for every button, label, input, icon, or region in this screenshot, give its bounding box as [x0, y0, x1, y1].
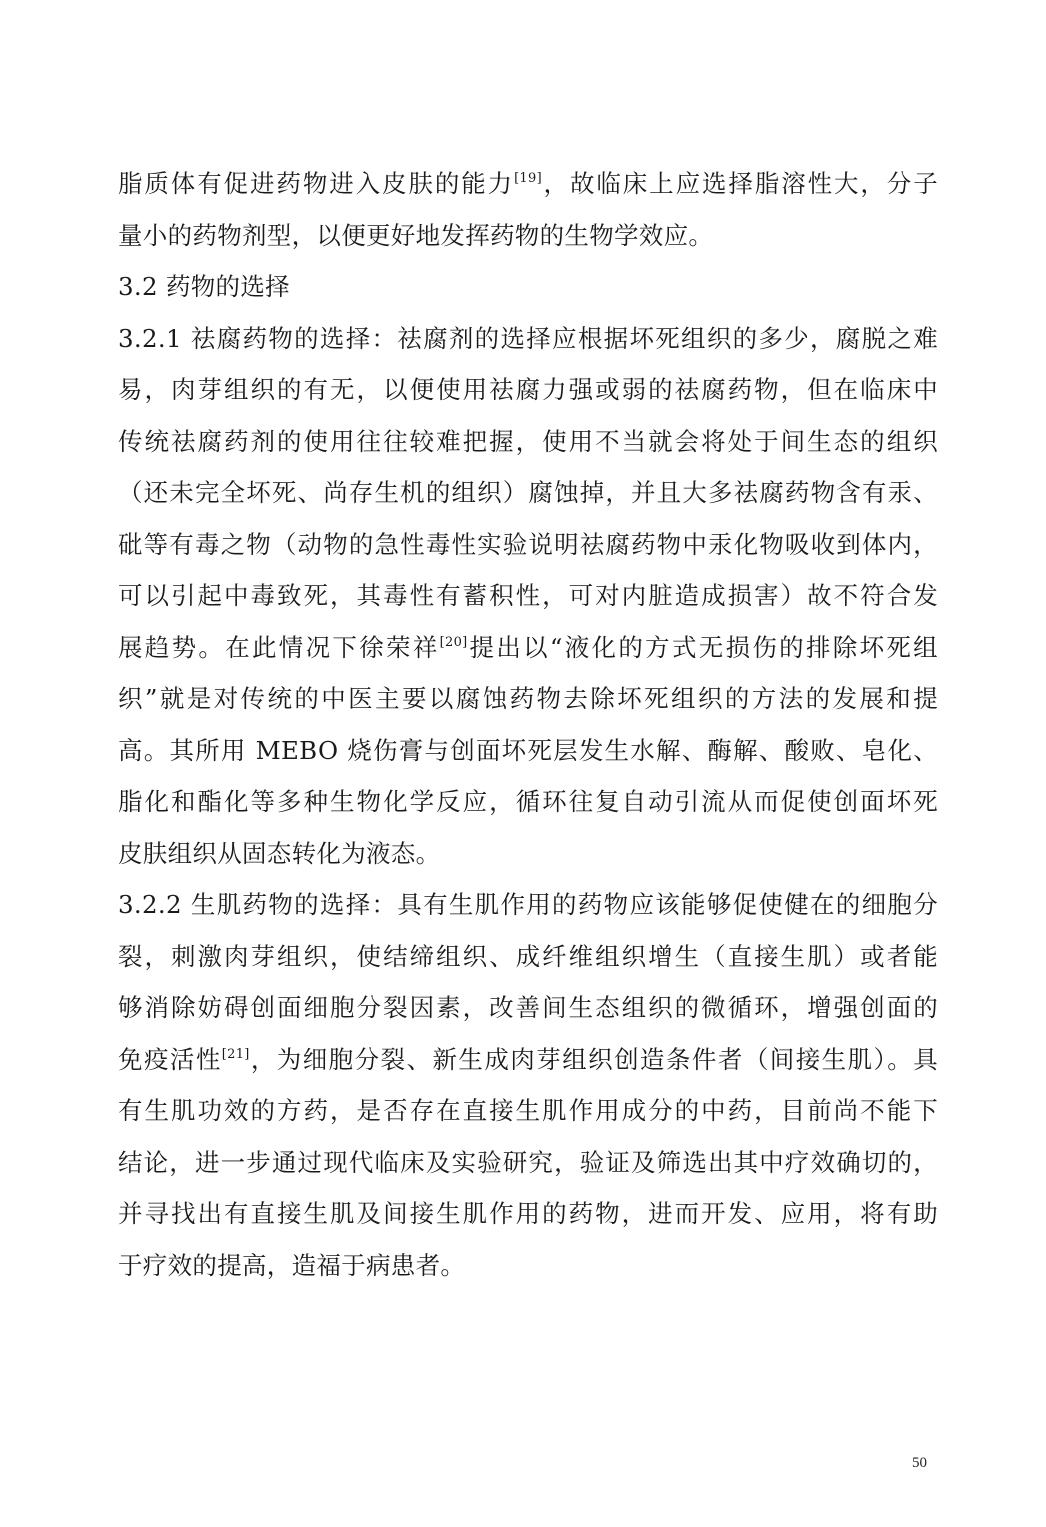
- text-line: 脂质体有促进药物进入皮肤的能力[19]，故临床上应选择脂溶性大，分子: [118, 169, 939, 198]
- text-line: （还未完全坏死、尚存生机的组织）腐蚀掉，并且大多祛腐药物含有汞、: [118, 478, 938, 507]
- text-line: 有生肌功效的方药，是否存在直接生肌作用成分的中药，目前尚不能下: [118, 1096, 938, 1125]
- text-line: 皮肤组织从固态转化为液态。: [118, 838, 441, 868]
- text-line: 3.2.1 祛腐药物的选择：祛腐剂的选择应根据坏死组织的多少，腐脱之难: [118, 323, 938, 353]
- page-number: 50: [912, 1455, 927, 1471]
- citation-ref: [19]: [514, 171, 542, 186]
- citation-ref: [20]: [439, 634, 468, 650]
- text-line: 高。其所用 MEBO 烧伤膏与创面坏死层发生水解、酶解、酸败、皂化、: [118, 735, 938, 765]
- text-line: 传统祛腐药剂的使用往往较难把握，使用不当就会将处于间生态的组织: [118, 426, 938, 456]
- text-line: 于疗效的提高，造福于病患者。: [118, 1250, 466, 1280]
- citation-ref: [21]: [221, 1046, 250, 1062]
- text-line: 3.2.2 生肌药物的选择：具有生肌作用的药物应该能够促使健在的细胞分: [118, 890, 938, 919]
- text-line: 并寻找出有直接生肌及间接生肌作用的药物，进而开发、应用，将有助: [118, 1199, 938, 1228]
- section-heading: 3.2 药物的选择: [118, 272, 290, 301]
- text-line: 展趋势。在此情况下徐荣祥[20]提出以“液化的方式无损伤的排除坏死组: [118, 632, 938, 662]
- text-line: 量小的药物剂型，以便更好地发挥药物的生物学效应。: [118, 220, 714, 250]
- text-line: 织”就是对传统的中医主要以腐蚀药物去除坏死组织的方法的发展和提: [118, 684, 938, 713]
- text-line: 砒等有毒之物（动物的急性毒性实验说明祛腐药物中汞化物吸收到体内，: [118, 529, 938, 559]
- text-line: 裂，刺激肉芽组织，使结缔组织、成纤维组织增生（直接生肌）或者能: [118, 941, 938, 971]
- text-line: 够消除妨碍创面细胞分裂因素，改善间生态组织的微循环，增强创面的: [118, 993, 938, 1022]
- text-line: 可以引起中毒致死，其毒性有蓄积性，可对内脏造成损害）故不符合发: [118, 581, 938, 610]
- body-text: [118, 158, 938, 1291]
- text-line: 结论，进一步通过现代临床及实验研究，验证及筛选出其中疗效确切的，: [118, 1147, 938, 1177]
- text-line: 易，肉芽组织的有无，以便使用祛腐力强或弱的祛腐药物，但在临床中: [118, 375, 938, 404]
- text-line: 脂化和酯化等多种生物化学反应，循环往复自动引流从而促使创面坏死: [118, 787, 938, 816]
- text-line: 免疫活性[21]，为细胞分裂、新生成肉芽组织创造条件者（间接生肌）。具: [118, 1044, 938, 1074]
